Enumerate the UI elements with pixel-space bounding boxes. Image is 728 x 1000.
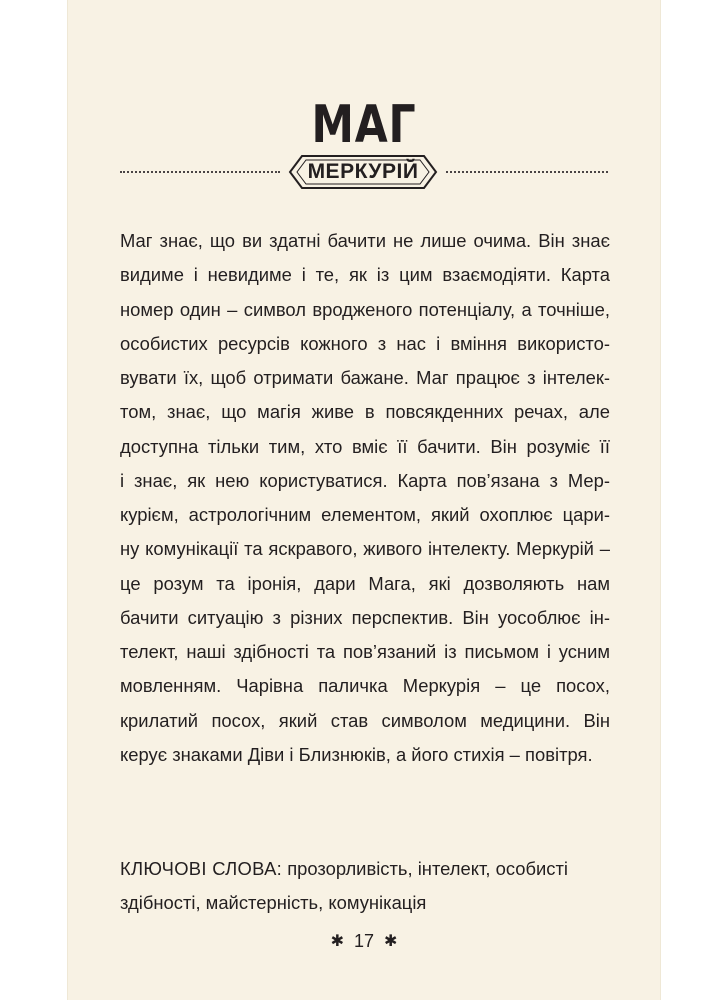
star-icon: ✱ bbox=[330, 933, 344, 950]
body-line: бачити ситуацію з різних перспектив. Він уособлює ін- bbox=[120, 606, 610, 628]
body-line: курієм, астрологічним елементом, який охоплює цари- bbox=[120, 504, 610, 525]
keywords-text-1: прозорливість, інтелект, особисті bbox=[282, 858, 568, 879]
body-line: том, знає, що магія живе в повсякденних речах, але bbox=[120, 401, 610, 423]
body-line: особистих ресурсів кожного з нас і вміння використо- bbox=[120, 332, 610, 354]
planet-badge: МЕРКУРІЙ bbox=[307, 160, 419, 183]
body-line: телект, наші здібності та пов’язаний із письмом і усним bbox=[120, 641, 610, 662]
page-title: МАГ bbox=[311, 94, 417, 155]
section-divider bbox=[120, 154, 608, 190]
keywords-line-1 bbox=[120, 852, 610, 886]
body-line: Маг знає, що ви здатні бачити не лише очима. Він знає bbox=[120, 230, 610, 251]
star-icon: ✱ bbox=[384, 933, 398, 950]
body-line: керує знаками Діви і Близнюків, а його стихія – повітря. bbox=[120, 743, 593, 765]
body-paragraph bbox=[120, 224, 610, 772]
body-line: і знає, як нею користуватися. Карта пов’язана з Мер- bbox=[120, 469, 610, 491]
page-number-footer bbox=[0, 928, 728, 955]
body-line: ну комунікації та яскравого, живого інтелекту. Меркурій – bbox=[120, 538, 610, 560]
body-line: мовленням. Чарівна паличка Меркурія – це посох, bbox=[120, 675, 610, 697]
keywords-block bbox=[120, 852, 610, 920]
keywords-label: КЛЮЧОВІ СЛОВА: bbox=[120, 858, 283, 879]
dotted-rule-left bbox=[120, 171, 280, 173]
body-line: доступна тільки тим, хто вміє її бачити. Він розуміє її bbox=[120, 435, 610, 457]
body-line: видиме і невидиме і те, як із цим взаємодіяти. Карта bbox=[120, 264, 610, 286]
body-line: вувати їх, щоб отримати бажане. Маг працює з інтелек- bbox=[120, 367, 610, 388]
body-line: крилатий посох, який став символом медицини. Він bbox=[120, 709, 610, 731]
dotted-rule-right bbox=[446, 171, 608, 173]
body-line: це розум та іронія, дари Мага, які дозволяють нам bbox=[120, 572, 610, 594]
body-line: номер один – символ вродженого потенціалу, а точніше, bbox=[120, 298, 610, 320]
page-number: 17 bbox=[353, 931, 375, 951]
keywords-line-2: здібності, майстерність, комунікація bbox=[120, 892, 427, 913]
